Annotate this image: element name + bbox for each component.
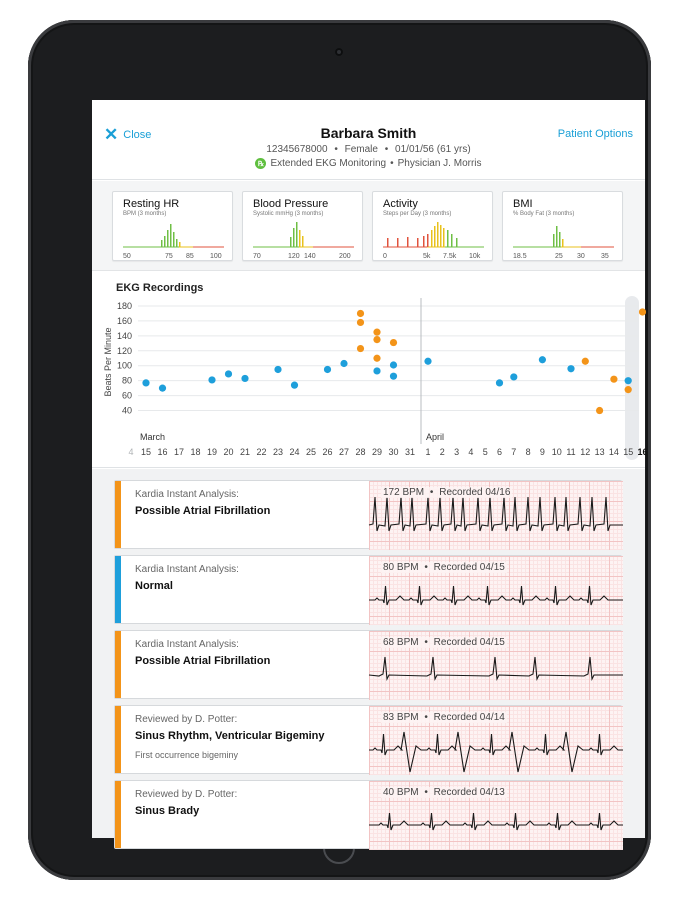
y-tick-label: 80 <box>121 375 132 386</box>
data-point-normal <box>142 379 149 386</box>
x-tick-label: 28 <box>355 447 366 457</box>
x-tick-label: 1 <box>425 447 431 457</box>
data-point-normal <box>539 356 546 363</box>
tablet-frame <box>28 20 651 880</box>
y-axis-label: Beats Per Minute <box>103 327 113 397</box>
x-tick-label: 3 <box>454 447 460 457</box>
x-tick-label: 17 <box>173 447 185 457</box>
ekg-strip <box>369 481 623 550</box>
ekg-waveform <box>369 497 623 531</box>
recording-meta <box>381 637 507 648</box>
x-tick-label: 6 <box>496 447 503 457</box>
x-tick-label: 5 <box>482 447 488 457</box>
x-tick-label: 15 <box>623 447 634 457</box>
data-point-abnormal <box>373 336 380 343</box>
x-tick-label: 10 <box>551 447 562 457</box>
x-tick-label: 7 <box>511 447 517 457</box>
status-bar <box>115 781 121 848</box>
recording-date: Recorded 04/14 <box>433 712 505 723</box>
x-tick-label: 15 <box>140 447 152 457</box>
x-tick-label: 22 <box>256 447 267 457</box>
data-point-abnormal <box>357 345 364 352</box>
x-tick-label: 8 <box>525 447 531 457</box>
status-bar <box>115 556 121 623</box>
data-point-normal <box>340 360 347 367</box>
metric-tick: 0 <box>383 253 387 260</box>
metric-tick: 35 <box>601 253 609 260</box>
status-bar <box>115 481 121 548</box>
x-tick-label: 23 <box>272 447 284 457</box>
y-tick-label: 40 <box>121 405 132 416</box>
metric-tick: 75 <box>165 253 173 260</box>
metric-card-activity[interactable] <box>372 191 493 261</box>
x-tick-label: 18 <box>190 447 201 457</box>
data-point-abnormal <box>357 319 364 326</box>
ekg-strip <box>369 631 623 700</box>
data-point-normal <box>625 377 632 384</box>
metric-title: Resting HR <box>123 198 180 210</box>
recording-meta <box>381 712 507 723</box>
data-point-normal <box>159 385 166 392</box>
app-screen <box>92 100 648 838</box>
data-point-normal <box>241 375 248 382</box>
metric-tick: 5k <box>423 253 431 260</box>
ekg-waveform <box>369 732 623 772</box>
close-icon: ✕ <box>104 125 119 144</box>
recording-card[interactable] <box>114 705 622 774</box>
analysis-result: Possible Atrial Fibrillation <box>135 655 271 667</box>
y-tick-label: 140 <box>116 330 132 341</box>
data-point-normal <box>390 361 397 368</box>
analysis-result: Sinus Brady <box>135 805 200 817</box>
analysis-source: Reviewed by D. Potter: <box>135 789 238 800</box>
ekg-waveform <box>369 813 623 830</box>
x-tick-label: 16 <box>157 447 168 457</box>
data-point-abnormal <box>357 310 364 317</box>
metric-subtitle: Systolic mmHg (3 months) <box>253 211 324 217</box>
recording-meta <box>381 562 507 573</box>
data-point-abnormal <box>625 386 632 393</box>
metric-tick: 7.5k <box>443 253 457 260</box>
month-label: March <box>140 432 166 442</box>
recording-card[interactable] <box>114 480 622 549</box>
analysis-result: Sinus Rhythm, Ventricular Bigeminy <box>135 730 325 742</box>
recording-card[interactable] <box>114 780 622 849</box>
data-point-normal <box>225 370 232 377</box>
metric-tick: 70 <box>253 253 261 260</box>
recording-date: Recorded 04/15 <box>433 637 505 648</box>
y-tick-label: 60 <box>121 390 132 401</box>
x-tick-label: 30 <box>388 447 399 457</box>
meta-separator: • <box>390 158 394 169</box>
status-bar <box>115 631 121 698</box>
chart-title: EKG Recordings <box>116 282 204 294</box>
analysis-source: Kardia Instant Analysis: <box>135 639 239 650</box>
metric-subtitle: % Body Fat (3 months) <box>513 211 575 217</box>
patient-program <box>92 158 645 169</box>
x-tick-label: 31 <box>404 447 416 457</box>
x-tick-label: 21 <box>239 447 251 457</box>
physician-name: Physician J. Morris <box>397 158 482 169</box>
y-tick-label: 100 <box>116 360 132 371</box>
x-tick-label: 20 <box>223 447 234 457</box>
analysis-source: Kardia Instant Analysis: <box>135 489 239 500</box>
meta-separator: • <box>424 787 428 798</box>
recording-meta <box>381 487 512 498</box>
metrics-row <box>92 181 645 271</box>
camera <box>335 48 343 56</box>
data-point-normal <box>390 373 397 380</box>
metric-title: BMI <box>513 198 533 210</box>
metric-title: Blood Pressure <box>253 198 329 210</box>
review-note: First occurrence bigeminy <box>135 750 239 760</box>
recording-bpm: 80 BPM <box>383 562 419 573</box>
metric-histogram <box>503 192 624 262</box>
metric-tick: 30 <box>577 253 585 260</box>
ekg-strip <box>369 706 623 775</box>
data-point-normal <box>424 358 431 365</box>
y-tick-label: 160 <box>116 315 132 326</box>
metric-histogram <box>373 192 494 262</box>
data-point-normal <box>373 367 380 374</box>
meta-separator: • <box>424 712 428 723</box>
metric-card-bmi[interactable] <box>502 191 623 261</box>
x-tick-label: 25 <box>305 447 317 457</box>
metric-tick: 100 <box>210 253 222 260</box>
recording-bpm: 83 BPM <box>383 712 419 723</box>
x-tick-label: 29 <box>371 447 383 457</box>
analysis-result: Normal <box>135 580 173 592</box>
metric-tick: 200 <box>339 253 351 260</box>
patient-id: 12345678000 <box>266 144 328 155</box>
data-point-normal <box>324 366 331 373</box>
x-tick-label: 9 <box>539 447 545 457</box>
metric-card-blood-pressure[interactable] <box>242 191 363 261</box>
ekg-waveform <box>369 586 623 605</box>
program-name: Extended EKG Monitoring <box>270 158 387 169</box>
recording-bpm: 68 BPM <box>383 637 419 648</box>
x-tick-label: 4 <box>128 447 134 457</box>
recordings-list <box>92 469 645 838</box>
patient-options-button[interactable]: Patient Options <box>557 128 633 140</box>
data-point-abnormal <box>596 407 603 414</box>
ekg-chart[interactable] <box>92 272 648 468</box>
ekg-chart-panel <box>92 272 648 468</box>
y-tick-label: 180 <box>116 301 132 311</box>
meta-separator: • <box>424 637 428 648</box>
metric-tick: 10k <box>469 253 481 260</box>
recording-bpm: 172 BPM <box>383 487 425 498</box>
data-point-abnormal <box>390 339 397 346</box>
metric-tick: 140 <box>304 253 316 260</box>
meta-separator: • <box>384 144 389 155</box>
data-point-normal <box>510 373 517 380</box>
month-label: April <box>426 432 445 442</box>
x-tick-label: 19 <box>206 447 218 457</box>
x-tick-label: 4 <box>468 447 474 457</box>
recording-meta <box>381 787 507 798</box>
patient-dob: 01/01/56 (61 yrs) <box>395 144 471 155</box>
data-point-abnormal <box>373 329 380 336</box>
meta-separator: • <box>429 487 434 498</box>
patient-name: Barbara Smith <box>320 125 417 141</box>
close-label: Close <box>123 128 152 141</box>
metric-title: Activity <box>383 198 418 210</box>
metric-tick: 120 <box>288 253 300 260</box>
x-tick-label: 14 <box>608 447 619 457</box>
rx-icon: ℞ <box>255 158 266 169</box>
data-point-normal <box>496 379 503 386</box>
ekg-waveform <box>369 657 623 679</box>
metric-tick: 85 <box>186 253 194 260</box>
analysis-source: Kardia Instant Analysis: <box>135 564 239 575</box>
metric-subtitle: BPM (3 months) <box>123 211 167 217</box>
metric-tick: 50 <box>123 253 131 260</box>
x-tick-label: 2 <box>439 447 445 457</box>
recording-date: Recorded 04/15 <box>433 562 505 573</box>
x-tick-label: 13 <box>594 447 605 457</box>
x-tick-label: 24 <box>289 447 300 457</box>
patient-meta <box>92 144 645 155</box>
data-point-normal <box>274 366 281 373</box>
ekg-strip <box>369 556 623 625</box>
data-point-normal <box>208 376 215 383</box>
data-point-abnormal <box>639 308 646 315</box>
ekg-strip <box>369 781 623 850</box>
x-tick-label: 27 <box>338 447 350 457</box>
metric-tick: 25 <box>555 253 563 260</box>
y-tick-label: 120 <box>116 345 132 356</box>
data-point-normal <box>291 382 298 389</box>
x-tick-label: 12 <box>580 447 591 457</box>
recording-card[interactable] <box>114 555 622 624</box>
x-tick-label: 26 <box>322 447 333 457</box>
x-tick-label: 16 <box>637 447 648 457</box>
recording-bpm: 40 BPM <box>383 787 419 798</box>
metric-histogram <box>113 192 234 262</box>
recording-card[interactable] <box>114 630 622 699</box>
metric-card-resting-hr[interactable] <box>112 191 233 261</box>
analysis-result: Possible Atrial Fibrillation <box>135 505 271 517</box>
meta-separator: • <box>334 144 338 155</box>
patient-sex: Female <box>344 144 378 155</box>
patient-header <box>92 100 645 180</box>
meta-separator: • <box>424 562 428 573</box>
recording-date: Recorded 04/13 <box>433 787 505 798</box>
analysis-source: Reviewed by D. Potter: <box>135 714 238 725</box>
recording-date: Recorded 04/16 <box>439 487 511 498</box>
data-point-abnormal <box>582 358 589 365</box>
status-bar <box>115 706 121 773</box>
data-point-normal <box>567 365 574 372</box>
metric-histogram <box>243 192 364 262</box>
data-point-abnormal <box>610 376 617 383</box>
x-tick-label: 11 <box>566 447 576 457</box>
data-point-abnormal <box>373 355 380 362</box>
metric-tick: 18.5 <box>513 253 527 260</box>
metric-subtitle: Steps per Day (3 months) <box>383 211 452 217</box>
